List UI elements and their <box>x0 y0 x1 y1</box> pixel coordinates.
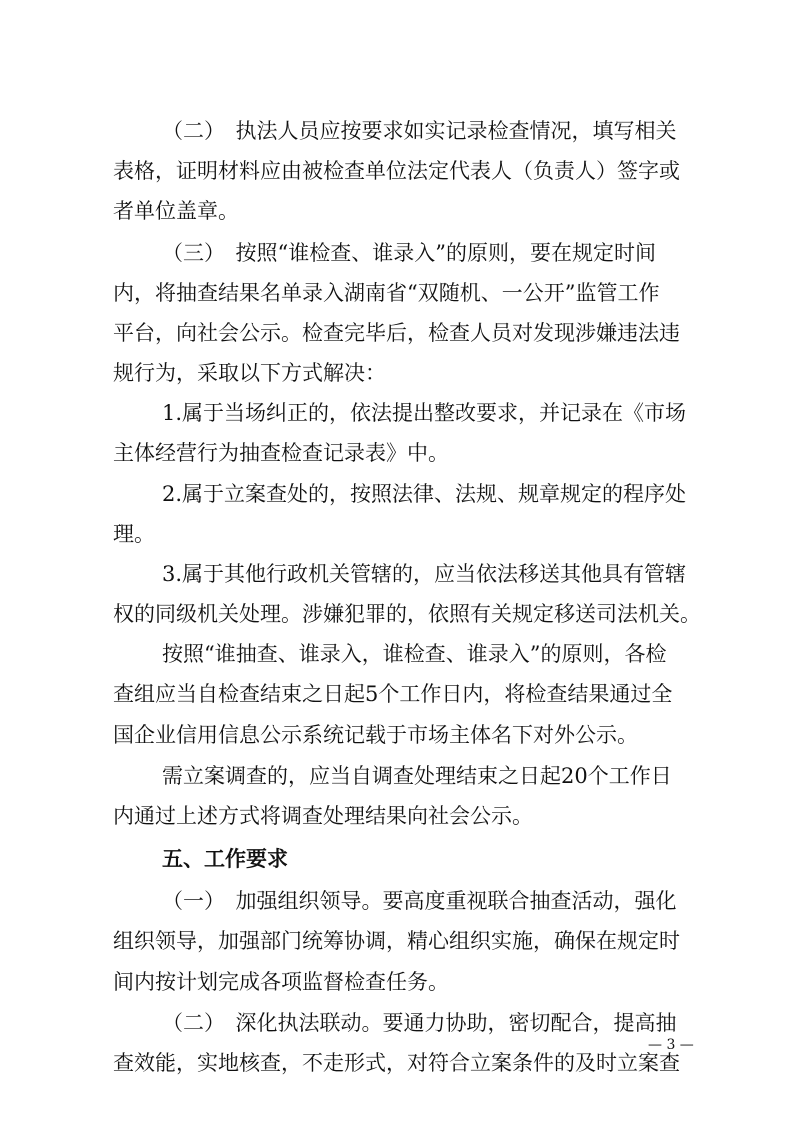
paragraph-line: 规行为，采取以下方式解决： <box>113 361 386 385</box>
paragraph-line: （二） 执法人员应按要求如实记录检查情况，填写相关 <box>162 119 677 143</box>
paragraph-line: 3.属于其他行政机关管辖的，应当依法移送其他具有管辖 <box>162 562 687 586</box>
paragraph-line: 组织领导，加强部门统筹协调，精心组织实施，确保在规定时 <box>113 929 680 953</box>
paragraph-line: 间内按计划完成各项监督检查任务。 <box>113 970 449 994</box>
paragraph-line: 按照“谁抽查、谁录入，谁检查、谁录入”的原则，各检 <box>162 642 667 666</box>
paragraph-line: 平台，向社会公示。检查完毕后，检查人员对发现涉嫌违法违 <box>113 321 680 345</box>
paragraph-line: 国企业信用信息公示系统记载于市场主体名下对外公示。 <box>113 723 638 747</box>
paragraph-line: 者单位盖章。 <box>113 199 239 223</box>
paragraph-line: 表格，证明材料应由被检查单位法定代表人（负责人）签字或 <box>113 159 680 183</box>
paragraph-line: 主体经营行为抽查检查记录表》中。 <box>113 441 449 465</box>
paragraph-line: 需立案调查的，应当自调查处理结束之日起20个工作日 <box>162 764 672 788</box>
paragraph-line: 1.属于当场纠正的，依法提出整改要求，并记录在《市场 <box>162 401 687 425</box>
paragraph-line: 权的同级机关处理。涉嫌犯罪的，依照有关规定移送司法机关。 <box>113 602 701 626</box>
paragraph-line: 内通过上述方式将调查处理结果向社会公示。 <box>113 804 533 828</box>
paragraph-line: 查组应当自检查结束之日起5个工作日内，将检查结果通过全 <box>113 682 673 706</box>
section-heading: 五、工作要求 <box>162 847 288 871</box>
paragraph-line: （三） 按照“谁检查、谁录入”的原则，要在规定时间 <box>162 241 656 265</box>
paragraph-line: 查效能，实地核查，不走形式，对符合立案条件的及时立案查 <box>113 1051 680 1075</box>
page-number: — 3 — <box>648 1037 694 1053</box>
paragraph-line: 内，将抽查结果名单录入湖南省“双随机、一公开”监管工作 <box>113 281 660 305</box>
paragraph-line: （二） 深化执法联动。要通力协助，密切配合，提高抽 <box>162 1011 677 1035</box>
paragraph-line: 理。 <box>113 522 155 546</box>
paragraph-line: （一） 加强组织领导。要高度重视联合抽查活动，强化 <box>162 889 677 913</box>
paragraph-line: 2.属于立案查处的，按照法律、法规、规章规定的程序处 <box>162 482 687 506</box>
